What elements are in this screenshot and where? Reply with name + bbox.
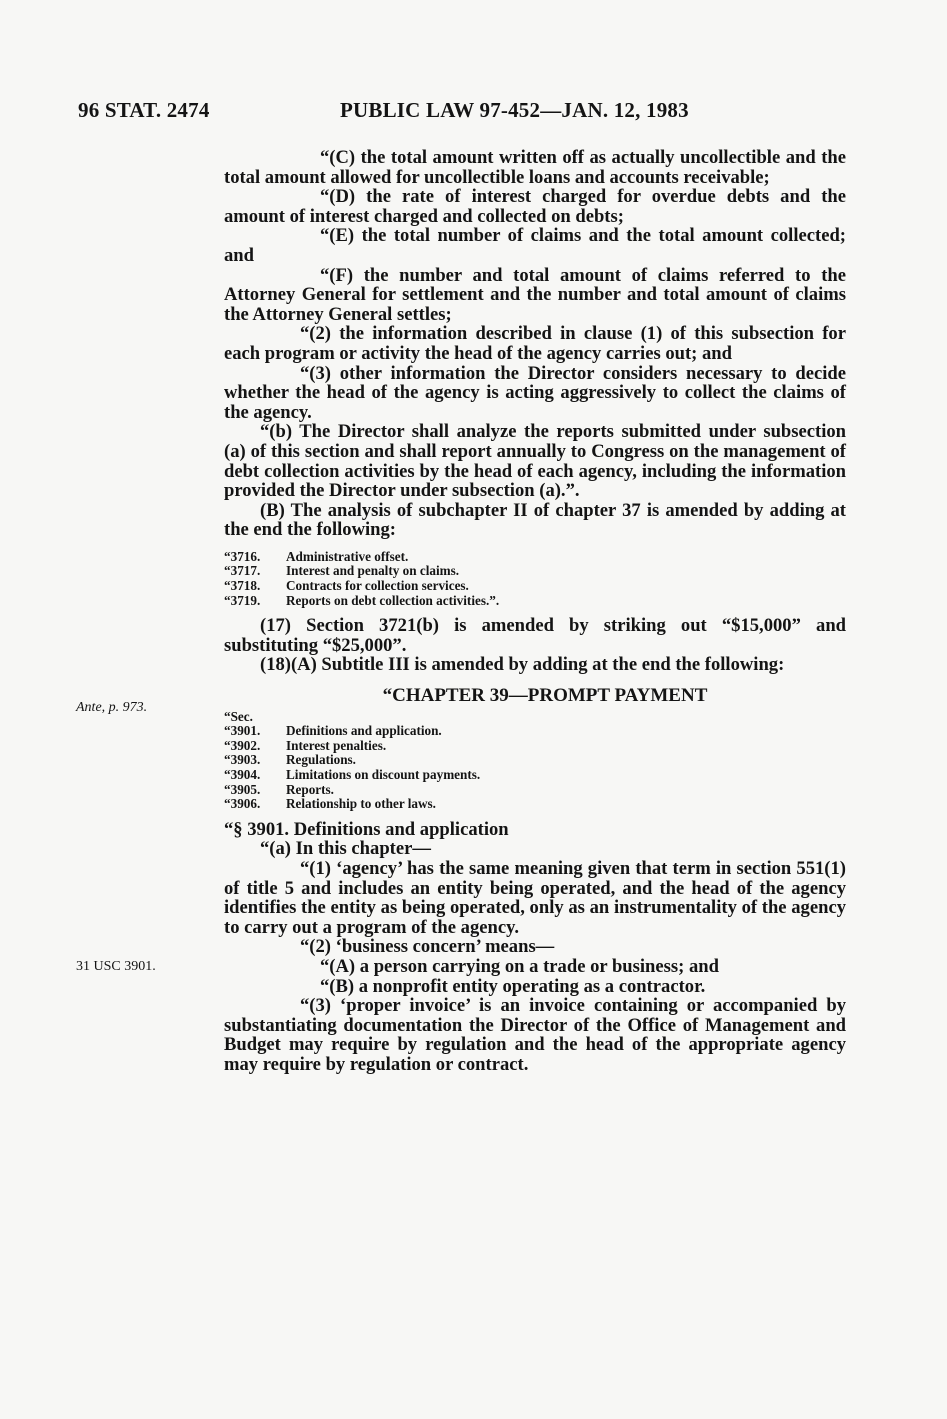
toc-row: “3903. Regulations.	[224, 752, 356, 768]
toc-row: “3906. Relationship to other laws.	[224, 796, 436, 812]
definition-1: “(1) ‘agency’ has the same meaning given that term in section 551(1) of title 5 and includes an entity being operated, and the head of the agency identifies the entity as being operated, only as an instrumentality of the agency to carry out a program of the agency.	[224, 857, 846, 938]
definition-2: “(2) ‘business concern’ means—	[300, 936, 555, 958]
paragraph-3: “(3) other information the Director considers necessary to decide whether the head of the agency is acting aggressively to collect the claims of the agency.	[224, 362, 846, 423]
paragraph-c: “(C) the total amount written off as actually uncollectible and the total amount allowed for uncollectible loans and accounts receivable;	[224, 147, 846, 188]
toc-header: “Sec.	[224, 708, 253, 724]
paragraph-18: (18)(A) Subtitle III is amended by adding at the end the following:	[260, 654, 785, 676]
toc-row: “3904. Limitations on discount payments.	[224, 767, 481, 782]
chapter-title: “CHAPTER 39—PROMPT PAYMENT	[382, 685, 708, 707]
paragraph-d: “(D) the rate of interest charged for overdue debts and the amount of interest charged and collected on debts;	[224, 186, 846, 227]
definition-2b: “(B) a nonprofit entity operating as a contractor.	[320, 975, 706, 997]
law-title: PUBLIC LAW 97-452—JAN. 12, 1983	[340, 98, 689, 122]
definition-3: “(3) ‘proper invoice’ is an invoice containing or accompanied by substantiating documentation the Director of the Office of Management and Budget may require by regulation and the head of the appropriate agency may require by regulation or contract.	[224, 995, 846, 1075]
definition-2a: “(A) a person carrying on a trade or business; and	[320, 955, 719, 977]
margin-note-ante: Ante, p. 973.	[76, 700, 148, 715]
page-body	[224, 148, 846, 1075]
definition-intro: “(a) In this chapter—	[260, 838, 431, 860]
paragraph-e: “(E) the total number of claims and the total amount collected; and	[224, 225, 846, 266]
toc-row: “3905. Reports.	[224, 781, 334, 797]
paragraph-2: “(2) the information described in clause (1) of this subsection for each program or activity the head of the agency carries out; and	[224, 323, 846, 364]
toc-row: “3716. Administrative offset.	[224, 548, 409, 564]
page-reference: 96 STAT. 2474	[78, 98, 210, 122]
paragraph-f: “(F) the number and total amount of claims referred to the Attorney General for settlement and the number and total amount of claims the Attorney General settles;	[224, 264, 846, 325]
toc-row: “3719. Reports on debt collection activities.”.	[224, 592, 500, 608]
toc-row: “3717. Interest and penalty on claims.	[224, 563, 460, 579]
paragraph-b: “(b) The Director shall analyze the reports submitted under subsection (a) of this section and shall report annually to Congress on the management of debt collection activities by the head of each agency, including the information provided the Director under subsection (a).”.	[224, 421, 846, 502]
paragraph-17: (17) Section 3721(b) is amended by striking out “$15,000” and substituting “$25,000”.	[224, 615, 846, 656]
toc-row: “3718. Contracts for collection services.	[224, 578, 469, 594]
toc-row: “3901. Definitions and application.	[224, 723, 442, 739]
chapter-table-of-contents	[224, 710, 846, 812]
paragraph-analysis: (B) The analysis of subchapter II of chapter 37 is amended by adding at the end the following:	[224, 499, 846, 541]
section-heading: “§ 3901. Definitions and application	[224, 818, 509, 840]
toc-row: “3902. Interest penalties.	[224, 737, 387, 753]
analysis-table-of-contents	[224, 550, 846, 608]
margin-note-usc: 31 USC 3901.	[76, 959, 156, 974]
